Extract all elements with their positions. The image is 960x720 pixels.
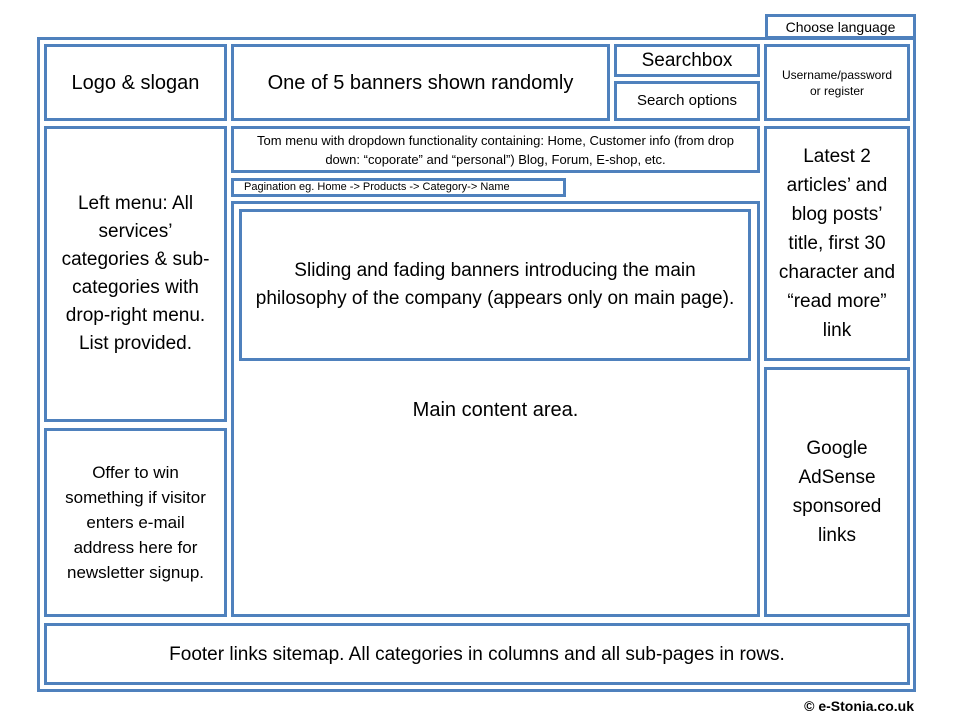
top-menu-box[interactable] (231, 126, 760, 173)
breadcrumb-label: Pagination eg. Home -> Products -> Category-> Name (244, 181, 510, 193)
logo-slogan-box (44, 44, 227, 121)
breadcrumb[interactable] (231, 178, 566, 197)
sliding-banners-box (239, 209, 751, 361)
adsense-label: Google AdSense sponsored links (792, 438, 882, 546)
latest-articles-label: Latest 2 articles’ and blog posts’ title, first 30 character and “read more” link (778, 146, 896, 341)
searchbox[interactable] (614, 44, 760, 77)
main-content-label: Main content area. (412, 399, 579, 421)
latest-articles-box[interactable] (764, 126, 910, 361)
login-box[interactable] (764, 44, 910, 121)
logo-slogan-label: Logo & slogan (71, 71, 200, 94)
left-menu-label: Left menu: All services’ categories & sub-categories with drop-right menu. List provided. (61, 193, 210, 354)
search-options-box[interactable] (614, 81, 760, 121)
top-menu-label: Tom menu with dropdown functionality containing: Home, Customer info (from drop down: “coporate” and “personal”) Blog, Forum, E-shop, etc. (257, 132, 734, 167)
copyright-text: © e-Stonia.co.uk (804, 698, 914, 714)
login-label: Username/password or register (781, 67, 893, 98)
search-options-label: Search options (636, 92, 738, 109)
newsletter-offer-label: Offer to win something if visitor enters e-mail address here for newsletter signup. (65, 463, 206, 582)
sliding-banners-label: Sliding and fading banners introducing the main philosophy of the company (appears only on main page). (255, 260, 735, 309)
banner-box (231, 44, 610, 121)
banner-label: One of 5 banners shown randomly (267, 71, 574, 94)
newsletter-offer-box[interactable] (44, 428, 227, 617)
left-menu-box[interactable] (44, 126, 227, 422)
choose-language-label: Choose language (785, 18, 896, 35)
choose-language-box[interactable] (765, 14, 916, 39)
adsense-box[interactable] (764, 367, 910, 617)
footer-box[interactable] (44, 623, 910, 685)
footer-label: Footer links sitemap. All categories in columns and all sub-pages in rows. (169, 643, 785, 665)
searchbox-label: Searchbox (641, 50, 733, 71)
